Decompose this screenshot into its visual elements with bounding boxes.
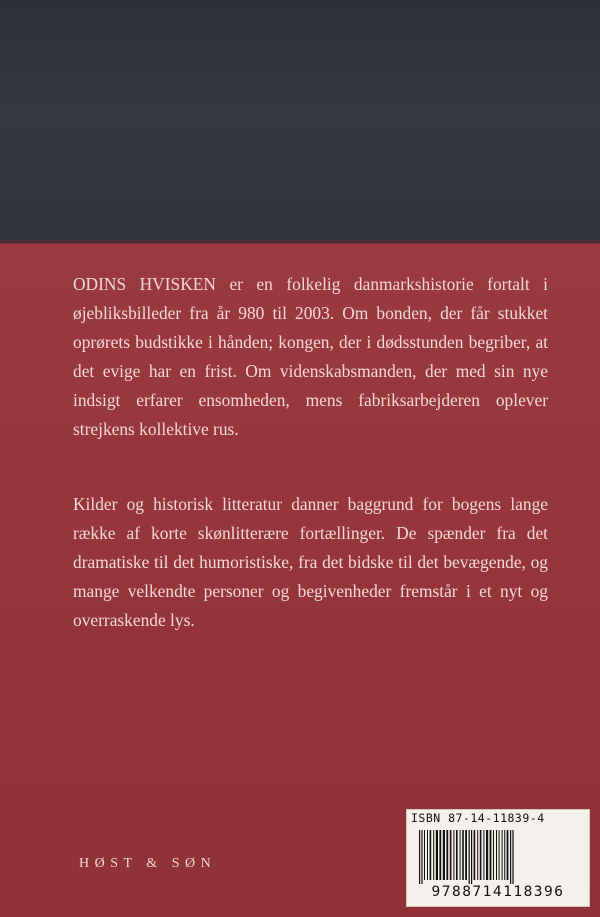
- barcode-bars: [417, 830, 581, 884]
- barcode-bar: [450, 830, 452, 880]
- blurb-paragraph-1: ODINS HVISKEN er en folkelig danmarkshistorie fortalt i øjebliksbilleder fra år 980 til 2003. Om bonden, der får stukket oprørets budstikke i hånden; kongen, der i dødsstunden begriber, at det evige har en frist. Om videnskabsmanden, der med sin nye indsigt erfarer ensomheden, mens fabriksarbejderen oplever strejkens kollektive rus.: [73, 274, 548, 440]
- barcode-bar: [419, 830, 420, 884]
- barcode-bar: [427, 830, 428, 880]
- barcode-bar: [510, 830, 511, 884]
- panel-divider: [0, 240, 600, 244]
- barcode-bar: [483, 830, 484, 880]
- barcode-bar: [446, 830, 448, 880]
- ean-number: 9788714118396: [431, 884, 565, 900]
- barcode-bar: [504, 830, 505, 880]
- barcode-bar: [421, 830, 422, 884]
- barcode-bar: [443, 830, 445, 880]
- barcode-bar: [439, 830, 441, 880]
- barcode-bar: [469, 830, 470, 884]
- barcode-bar: [471, 830, 472, 884]
- blurb-paragraph-2: Kilder og historisk litteratur danner baggrund for bogens lange række af korte skønlitterære fortællinger. De spænder fra det dramatiske til det humoristiske, fra det bidske til det bevægende, og mange velkendte personer og begivenheder fremstår i et nyt og overraskende lys.: [73, 494, 548, 631]
- barcode-bar: [460, 830, 461, 880]
- barcode-bar: [474, 830, 476, 880]
- barcode-bar: [496, 830, 497, 880]
- barcode-bar: [456, 830, 458, 880]
- barcode-bar: [477, 830, 478, 880]
- barcode-bar: [465, 830, 467, 880]
- barcode-bar: [486, 830, 488, 880]
- barcode-bar: [490, 830, 492, 880]
- cover-top-dark-panel: [0, 0, 600, 243]
- barcode-bar: [480, 830, 482, 880]
- barcode-bar: [507, 830, 509, 880]
- barcode-bar: [424, 830, 425, 880]
- barcode-bar: [433, 830, 434, 880]
- barcode-bar: [512, 830, 513, 884]
- isbn-barcode: [406, 809, 590, 907]
- publisher-name: HØST & SØN: [79, 856, 217, 871]
- barcode-bar: [462, 830, 464, 880]
- isbn-label: ISBN 87-14-11839-4: [411, 811, 545, 825]
- barcode-bar: [436, 830, 438, 880]
- barcode-bar: [499, 830, 500, 880]
- barcode-bar: [453, 830, 454, 880]
- barcode-bar: [430, 830, 432, 880]
- barcode-bar: [502, 830, 503, 880]
- barcode-bar: [493, 830, 494, 880]
